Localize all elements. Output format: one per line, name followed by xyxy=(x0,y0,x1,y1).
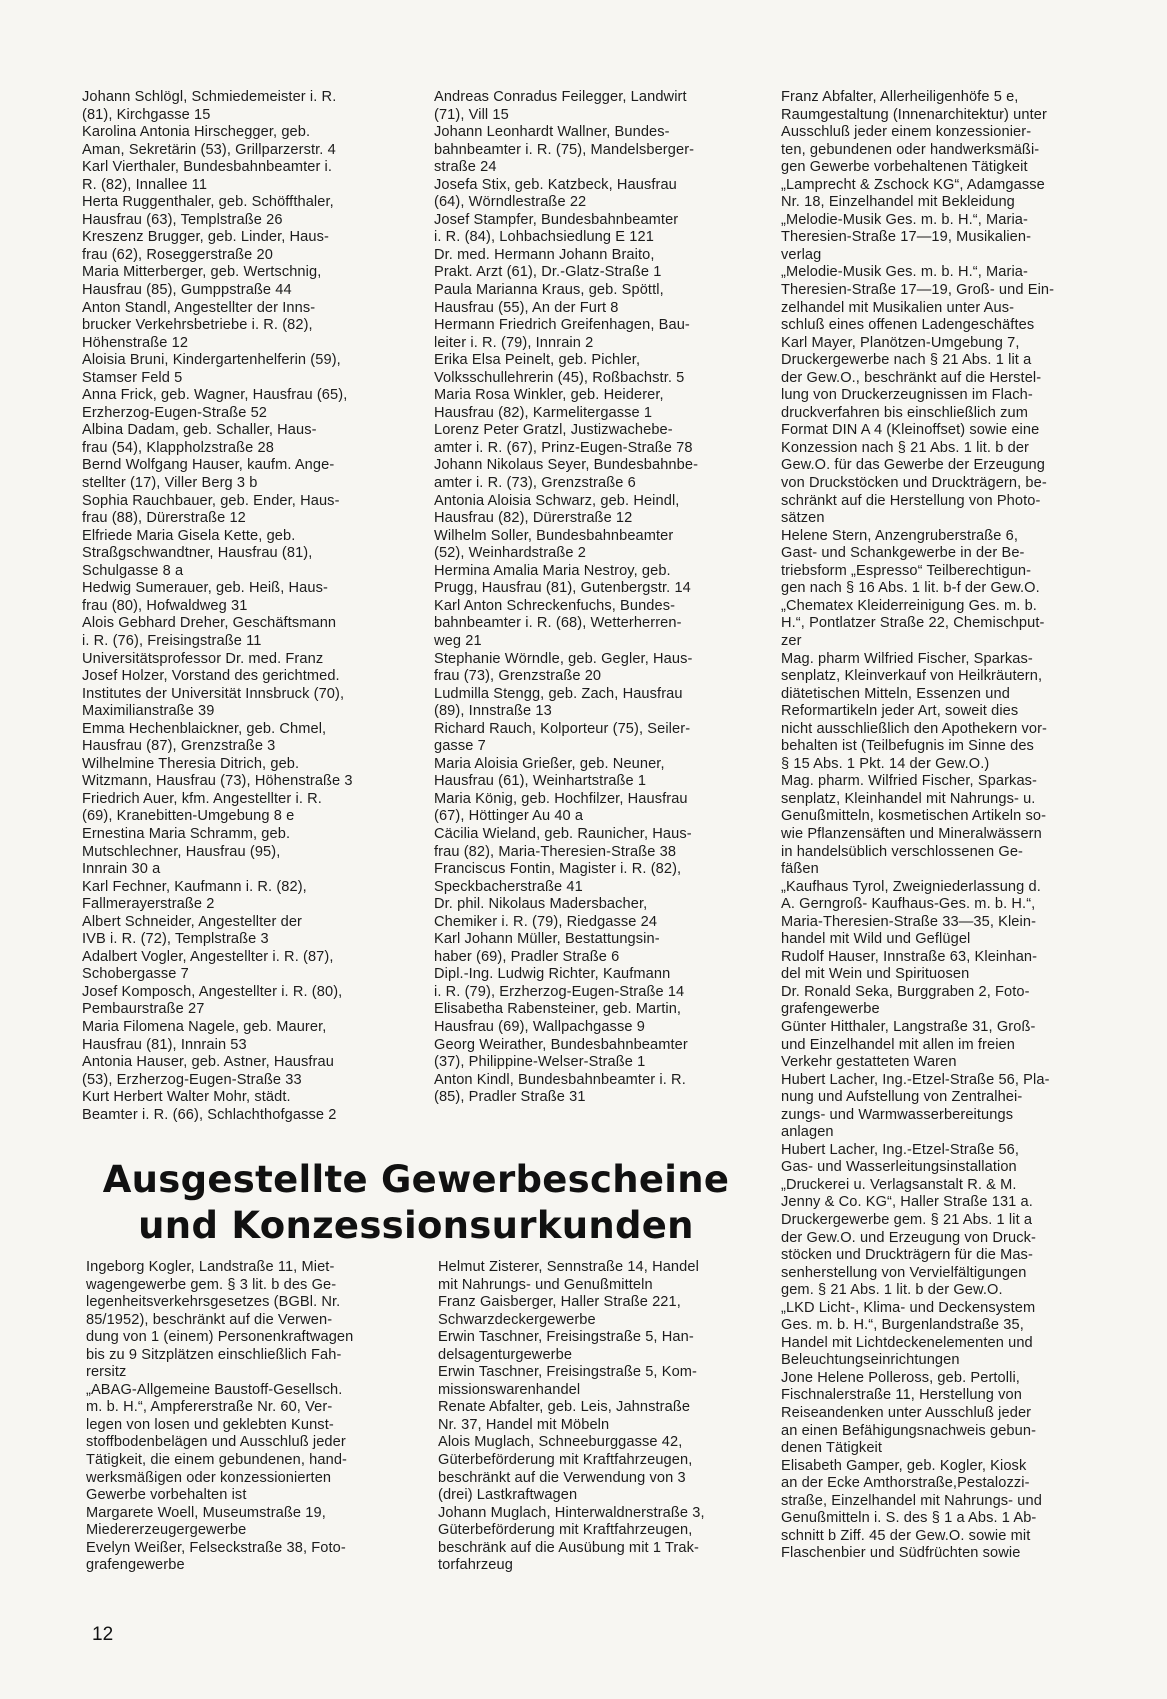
text-line: grafengewerbe xyxy=(86,1557,185,1574)
text-line: Theresien-Straße 17—19, Musikalien- xyxy=(781,229,1032,246)
text-line: Richard Rauch, Kolporteur (75), Seiler- xyxy=(434,720,691,737)
text-line: Ludmilla Stengg, geb. Zach, Hausfrau xyxy=(434,685,683,702)
text-line: zer xyxy=(781,632,802,649)
text-line: gasse 7 xyxy=(434,738,486,755)
text-line: Hubert Lacher, Ing.-Etzel-Straße 56, Pla- xyxy=(781,1071,1050,1088)
text-line: Franz Gaisberger, Haller Straße 221, xyxy=(438,1294,681,1311)
text-line: beschränkt auf die Verwendung von 3 xyxy=(438,1469,686,1486)
text-line: „Druckerei u. Verlagsanstalt R. & M. xyxy=(781,1176,1017,1193)
text-line: Josef Komposch, Angestellter i. R. (80), xyxy=(82,983,343,1000)
text-line: Universitätsprofessor Dr. med. Franz xyxy=(82,650,324,667)
text-line: (71), Vill 15 xyxy=(434,106,509,123)
text-line: Lorenz Peter Gratzl, Justizwachebe- xyxy=(434,422,673,439)
text-line: Gew.O. für das Gewerbe der Erzeugung xyxy=(781,457,1045,474)
text-line: Renate Abfalter, geb. Leis, Jahnstraße xyxy=(438,1399,691,1416)
text-line: amter i. R. (73), Grenzstraße 6 xyxy=(434,475,636,492)
text-line: Hausfrau (63), Templstraße 26 xyxy=(82,211,283,228)
text-line: haber (69), Pradler Straße 6 xyxy=(434,948,620,965)
text-line: Mag. pharm Wilfried Fischer, Sparkas- xyxy=(781,650,1033,667)
text-line: (53), Erzherzog-Eugen-Straße 33 xyxy=(82,1071,302,1088)
text-line: del mit Wein und Spirituosen xyxy=(781,966,970,983)
text-line: Kurt Herbert Walter Mohr, städt. xyxy=(82,1089,291,1106)
text-line: Evelyn Weißer, Felseckstraße 38, Foto- xyxy=(86,1539,346,1556)
text-line: (67), Höttinger Au 40 a xyxy=(434,808,584,825)
text-line: Nr. 18, Einzelhandel mit Bekleidung xyxy=(781,194,1015,211)
text-line: Maria Aloisia Grießer, geb. Neuner, xyxy=(434,755,665,772)
text-line: Erwin Taschner, Freisingstraße 5, Kom- xyxy=(438,1364,698,1381)
text-line: Ernestina Maria Schramm, geb. xyxy=(82,825,291,842)
text-line: Karl Fechner, Kaufmann i. R. (82), xyxy=(82,878,307,895)
text-line: Handel mit Lichtdeckenelementen und xyxy=(781,1334,1033,1351)
text-line: Prakt. Arzt (61), Dr.-Glatz-Straße 1 xyxy=(434,264,662,281)
text-line: Pembaurstraße 27 xyxy=(82,1001,205,1018)
text-line: Hausfrau (81), Innrain 53 xyxy=(82,1036,247,1053)
section-heading-line-2: und Konzessionsurkunden xyxy=(138,1204,694,1247)
text-line: Reformartikeln jeder Art, soweit dies xyxy=(781,703,1019,720)
text-line: ten, gebundenen oder handwerksmäßi- xyxy=(781,141,1040,158)
text-line: A. Gerngroß- Kaufhaus-Ges. m. b. H.“, xyxy=(781,896,1036,913)
text-line: Hausfrau (55), An der Furt 8 xyxy=(434,299,619,316)
text-line: Hausfrau (87), Grenzstraße 3 xyxy=(82,738,276,755)
text-line: Chemiker i. R. (79), Riedgasse 24 xyxy=(434,913,658,930)
text-line: weg 21 xyxy=(434,632,482,649)
text-line: Rudolf Hauser, Innstraße 63, Kleinhan- xyxy=(781,948,1038,965)
text-line: Hermina Amalia Maria Nestroy, geb. xyxy=(434,562,671,579)
text-line: Jone Helene Polleross, geb. Pertolli, xyxy=(781,1369,1020,1386)
text-line: an einen Befähigungsnachweis gebun- xyxy=(781,1422,1037,1439)
text-line: bahnbeamter i. R. (68), Wetterherren- xyxy=(434,615,682,632)
text-line: Maria-Theresien-Straße 33—35, Klein- xyxy=(781,913,1037,930)
text-line: der Gew.O., beschränkt auf die Herstel- xyxy=(781,369,1042,386)
text-line: Hausfrau (85), Gumppstraße 44 xyxy=(82,282,292,299)
text-line: Aloisia Bruni, Kindergartenhelferin (59), xyxy=(82,352,341,369)
text-line: H.“, Pontlatzer Straße 22, Chemischput- xyxy=(781,615,1045,632)
text-line: in handelsüblich verschlossenen Ge- xyxy=(781,843,1024,860)
text-line: Innrain 30 a xyxy=(82,861,161,878)
text-line: delsagenturgewerbe xyxy=(438,1346,573,1363)
text-line: triebsform „Espresso“ Teilberechtigun- xyxy=(781,562,1032,579)
text-line: Alois Muglach, Schneeburggasse 42, xyxy=(438,1434,683,1451)
text-line: Erwin Taschner, Freisingstraße 5, Han- xyxy=(438,1329,694,1346)
text-line: Reiseandenken unter Ausschluß jeder xyxy=(781,1405,1032,1422)
text-line: Adalbert Vogler, Angestellter i. R. (87), xyxy=(82,948,334,965)
text-line: (69), Kranebitten-Umgebung 8 e xyxy=(82,808,295,825)
text-line: Miedererzeugergewerbe xyxy=(86,1522,247,1539)
text-line: Anton Kindl, Bundesbahnbeamter i. R. xyxy=(434,1071,686,1088)
text-line: Theresien-Straße 17—19, Groß- und Ein- xyxy=(781,282,1055,299)
text-line: Prugg, Hausfrau (81), Gutenbergstr. 14 xyxy=(434,580,691,597)
text-line: Antonia Aloisia Schwarz, geb. Heindl, xyxy=(434,492,680,509)
text-line: Tätigkeit, die einem gebundenen, hand- xyxy=(86,1452,347,1469)
text-line: Stamser Feld 5 xyxy=(82,369,183,386)
text-line: frau (88), Dürerstraße 12 xyxy=(82,510,246,527)
text-line: Hausfrau (82), Karmelitergasse 1 xyxy=(434,404,653,421)
text-line: Druckergewerbe nach § 21 Abs. 1 lit a xyxy=(781,352,1032,369)
text-line: zelhandel mit Musikalien unter Aus- xyxy=(781,299,1015,316)
text-line: Albert Schneider, Angestellter der xyxy=(82,913,303,930)
text-line: Fallmerayerstraße 2 xyxy=(82,896,215,913)
text-line: gen nach § 16 Abs. 1 lit. b-f der Gew.O. xyxy=(781,580,1040,597)
text-line: Franz Abfalter, Allerheiligenhöfe 5 e, xyxy=(781,89,1019,105)
text-line: Güterbeförderung mit Kraftfahrzeugen, xyxy=(438,1452,693,1469)
text-line: „Lamprecht & Zschock KG“, Adamgasse xyxy=(781,176,1045,193)
text-line: und Einzelhandel mit allen im freien xyxy=(781,1036,1015,1053)
text-line: beschränk auf die Ausübung mit 1 Trak- xyxy=(438,1539,699,1556)
text-line: Verkehr gestatteten Waren xyxy=(781,1054,957,1071)
text-line: Beleuchtungseinrichtungen xyxy=(781,1352,960,1369)
text-line: Maria Rosa Winkler, geb. Heiderer, xyxy=(434,387,664,404)
text-line: Fischnalerstraße 11, Herstellung von xyxy=(781,1387,1022,1404)
text-line: Genußmitteln, kosmetischen Artikeln so- xyxy=(781,808,1047,825)
text-line: Karl Anton Schreckenfuchs, Bundes- xyxy=(434,597,676,614)
text-line: bahnbeamter i. R. (75), Mandelsberger- xyxy=(434,141,695,158)
text-line: i. R. (76), Freisingstraße 11 xyxy=(82,632,262,649)
text-line: an der Ecke Amthorstraße,Pestalozzi- xyxy=(781,1475,1030,1492)
text-line: Jenny & Co. KG“, Haller Straße 131 a. xyxy=(781,1194,1033,1211)
text-line: der Gew.O. und Erzeugung von Druck- xyxy=(781,1229,1036,1246)
text-line: Hausfrau (69), Wallpachgasse 9 xyxy=(434,1018,645,1035)
text-line: Karl Mayer, Planötzen-Umgebung 7, xyxy=(781,334,1020,351)
lower-middle-column xyxy=(438,1259,705,1575)
text-line: behalten ist (Teilbefugnis im Sinne des xyxy=(781,738,1034,755)
text-line: Gas- und Wasserleitungsinstallation xyxy=(781,1159,1017,1176)
text-line: nung und Aufstellung von Zentralhei- xyxy=(781,1089,1023,1106)
text-line: Günter Hitthaler, Langstraße 31, Groß- xyxy=(781,1018,1036,1035)
text-line: Karl Vierthaler, Bundesbahnbeamter i. xyxy=(82,159,333,176)
text-line: Speckbacherstraße 41 xyxy=(434,878,583,895)
text-line: Emma Hechenblaickner, geb. Chmel, xyxy=(82,720,327,737)
text-line: „Melodie-Musik Ges. m. b. H.“, Maria- xyxy=(781,211,1028,228)
text-line: Ges. m. b. H.“, Burgenlandstraße 35, xyxy=(781,1317,1024,1334)
text-line: Kreszenz Brugger, geb. Linder, Haus- xyxy=(82,229,329,246)
text-line: (52), Weinhardstraße 2 xyxy=(434,545,586,562)
text-line: Johann Nikolaus Seyer, Bundesbahnbe- xyxy=(434,457,699,474)
text-line: Elisabeth Gamper, geb. Kogler, Kiosk xyxy=(781,1457,1027,1474)
text-line: Johann Schlögl, Schmiedemeister i. R. xyxy=(82,89,337,105)
text-line: lung von Druckerzeugnissen im Flach- xyxy=(781,387,1033,404)
text-line: werksmäßigen oder konzessionierten xyxy=(86,1469,332,1486)
text-line: anlagen xyxy=(781,1124,834,1141)
text-line: Friedrich Auer, kfm. Angestellter i. R. xyxy=(82,790,322,807)
text-line: Genußmitteln i. S. des § 1 a Abs. 1 Ab- xyxy=(781,1510,1037,1527)
text-line: Johann Muglach, Hinterwaldnerstraße 3, xyxy=(438,1504,705,1521)
text-line: Gewerbe vorbehalten ist xyxy=(86,1487,247,1504)
text-line: Herta Ruggenthaler, geb. Schöffthaler, xyxy=(82,194,334,211)
text-line: Antonia Hauser, geb. Astner, Hausfrau xyxy=(82,1054,334,1071)
text-line: Karl Johann Müller, Bestattungsin- xyxy=(434,931,660,948)
text-line: Stephanie Wörndle, geb. Gegler, Haus- xyxy=(434,650,693,667)
text-line: (37), Philippine-Welser-Straße 1 xyxy=(434,1054,646,1071)
text-line: frau (73), Grenzstraße 20 xyxy=(434,668,602,685)
text-line: (81), Kirchgasse 15 xyxy=(82,106,211,123)
text-line: rersitz xyxy=(86,1364,127,1381)
text-line: Dr. Ronald Seka, Burggraben 2, Foto- xyxy=(781,983,1030,1000)
text-line: „Chematex Kleiderreinigung Ges. m. b. xyxy=(781,597,1037,614)
text-line: Helene Stern, Anzengruberstraße 6, xyxy=(781,527,1019,544)
text-line: Raumgestaltung (Innenarchitektur) unter xyxy=(781,106,1047,123)
text-line: Schulgasse 8 a xyxy=(82,562,184,579)
text-line: Ausschluß jeder einem konzessionier- xyxy=(781,124,1032,141)
text-line: Güterbeförderung mit Kraftfahrzeugen, xyxy=(438,1522,693,1539)
text-line: brucker Verkehrsbetriebe i. R. (82), xyxy=(82,317,313,334)
text-line: Hermann Friedrich Greifenhagen, Bau- xyxy=(434,317,690,334)
text-line: Johann Leonhardt Wallner, Bundes- xyxy=(434,124,670,141)
text-line: nicht ausschließlich den Apothekern vor- xyxy=(781,720,1048,737)
text-line: Josef Stampfer, Bundesbahnbeamter xyxy=(434,211,679,228)
text-line: straße, Einzelhandel mit Nahrungs- und xyxy=(781,1492,1042,1509)
text-line: torfahrzeug xyxy=(438,1557,513,1574)
middle-column xyxy=(434,89,698,1107)
text-line: Anna Frick, geb. Wagner, Hausfrau (65), xyxy=(82,387,348,404)
text-line: Witzmann, Hausfrau (73), Höhenstraße 3 xyxy=(82,773,353,790)
text-line: „Melodie-Musik Ges. m. b. H.“, Maria- xyxy=(781,264,1028,281)
text-line: Margarete Woell, Museumstraße 19, xyxy=(86,1504,326,1521)
text-line: „LKD Licht-, Klima- und Deckensystem xyxy=(781,1299,1036,1316)
text-line: wagengewerbe gem. § 3 lit. b des Ge- xyxy=(86,1276,337,1293)
text-line: gem. § 21 Abs. 1 lit. b der Gew.O. xyxy=(781,1282,1003,1299)
text-line: Wilhelm Soller, Bundesbahnbeamter xyxy=(434,527,674,544)
lower-left-column xyxy=(86,1259,353,1575)
text-line: Mutschlechner, Hausfrau (95), xyxy=(82,843,281,860)
text-line: stoffbodenbelägen und Ausschluß jeder xyxy=(86,1434,346,1451)
text-line: Hausfrau (82), Dürerstraße 12 xyxy=(434,510,633,527)
text-line: Elisabetha Rabensteiner, geb. Martin, xyxy=(434,1001,682,1018)
text-line: Hubert Lacher, Ing.-Etzel-Straße 56, xyxy=(781,1141,1020,1158)
text-line: von Druckstöcken und Druckträgern, be- xyxy=(781,475,1047,492)
text-line: Sophia Rauchbauer, geb. Ender, Haus- xyxy=(82,492,340,509)
text-line: Format DIN A 4 (Kleinoffset) sowie eine xyxy=(781,422,1040,439)
text-line: Volksschullehrerin (45), Roßbachstr. 5 xyxy=(434,369,685,386)
text-line: Anton Standl, Angestellter der Inns- xyxy=(82,299,316,316)
text-line: R. (82), Innallee 11 xyxy=(82,176,208,193)
text-line: legen von losen und geklebten Kunst- xyxy=(86,1416,334,1433)
text-line: Maria Filomena Nagele, geb. Maurer, xyxy=(82,1018,327,1035)
text-line: frau (82), Maria-Theresien-Straße 38 xyxy=(434,843,677,860)
text-line: denen Tätigkeit xyxy=(781,1440,883,1457)
text-line: Paula Marianna Kraus, geb. Spöttl, xyxy=(434,282,664,299)
text-line: m. b. H.“, Ampfererstraße Nr. 60, Ver- xyxy=(86,1399,333,1416)
text-line: Wilhelmine Theresia Ditrich, geb. xyxy=(82,755,300,772)
text-line: Erzherzog-Eugen-Straße 52 xyxy=(82,404,268,421)
text-line: stöcken und Druckträgern für die Mas- xyxy=(781,1247,1033,1264)
text-line: diätetischen Mitteln, Essenzen und xyxy=(781,685,1010,702)
text-line: § 15 Abs. 1 Pkt. 14 der Gew.O.) xyxy=(781,755,990,772)
text-line: Mag. pharm. Wilfried Fischer, Sparkas- xyxy=(781,773,1038,790)
text-line: Josef Holzer, Vorstand des gerichtmed. xyxy=(82,668,340,685)
text-line: IVB i. R. (72), Templstraße 3 xyxy=(82,931,269,948)
text-line: Josefa Stix, geb. Katzbeck, Hausfrau xyxy=(434,176,677,193)
text-line: Dr. phil. Nikolaus Madersbacher, xyxy=(434,896,648,913)
text-line: Andreas Conradus Feilegger, Landwirt xyxy=(434,89,687,105)
text-line: Konzession nach § 21 Abs. 1 lit. b der xyxy=(781,439,1029,456)
page-number: 12 xyxy=(92,1624,114,1645)
text-line: stellter (17), Viller Berg 3 b xyxy=(82,475,258,492)
text-line: sätzen xyxy=(781,510,825,527)
text-line: (drei) Lastkraftwagen xyxy=(438,1487,578,1504)
text-line: Beamter i. R. (66), Schlachthofgasse 2 xyxy=(82,1106,337,1123)
text-line: Georg Weirather, Bundesbahnbeamter xyxy=(434,1036,688,1053)
text-line: Dr. med. Hermann Johann Braito, xyxy=(434,246,655,263)
text-line: „ABAG-Allgemeine Baustoff-Gesellsch. xyxy=(86,1381,343,1398)
text-line: senherstellung von Vervielfältigungen xyxy=(781,1264,1027,1281)
text-line: amter i. R. (67), Prinz-Eugen-Straße 78 xyxy=(434,439,693,456)
text-line: straße 24 xyxy=(434,159,497,176)
text-line: i. R. (79), Erzherzog-Eugen-Straße 14 xyxy=(434,983,685,1000)
text-line: Druckergewerbe gem. § 21 Abs. 1 lit a xyxy=(781,1212,1033,1228)
text-line: bis zu 9 Sitzplätzen einschließlich Fah- xyxy=(86,1346,342,1363)
text-line: Flaschenbier und Südfrüchten sowie xyxy=(781,1545,1021,1562)
text-line: frau (62), Roseggerstraße 20 xyxy=(82,246,273,263)
text-line: Schwarzdeckergewerbe xyxy=(438,1311,596,1328)
text-line: legenheitsverkehrsgesetzes (BGBl. Nr. xyxy=(86,1294,341,1311)
text-line: leiter i. R. (79), Innrain 2 xyxy=(434,334,594,351)
text-line: Straßgschwandtner, Hausfrau (81), xyxy=(82,545,313,562)
right-column xyxy=(781,89,1054,1563)
text-line: schnitt b Ziff. 45 der Gew.O. sowie mit xyxy=(781,1527,1031,1544)
text-line: 85/1952), beschränkt auf die Verwen- xyxy=(86,1311,333,1328)
text-line: Franciscus Fontin, Magister i. R. (82), xyxy=(434,861,682,878)
text-line: Elfriede Maria Gisela Kette, geb. xyxy=(82,527,296,544)
text-line: verlag xyxy=(781,246,822,263)
text-line: Cäcilia Wieland, geb. Raunicher, Haus- xyxy=(434,825,692,842)
text-line: schränkt auf die Herstellung von Photo- xyxy=(781,492,1041,509)
text-line: Höhenstraße 12 xyxy=(82,334,189,351)
text-line: fäßen xyxy=(781,861,819,878)
text-line: wie Pflanzensäften und Mineralwässern xyxy=(781,825,1042,842)
text-line: Helmut Zisterer, Sennstraße 14, Handel xyxy=(438,1259,699,1275)
text-line: senplatz, Kleinhandel mit Nahrungs- u. xyxy=(781,790,1036,807)
section-heading-line-1: Ausgestellte Gewerbescheine xyxy=(102,1158,730,1201)
text-line: frau (80), Hofwaldweg 31 xyxy=(82,597,248,614)
text-line: Gast- und Schankgewerbe in der Be- xyxy=(781,545,1025,562)
text-line: zungs- und Warmwasserbereitungs xyxy=(781,1106,1014,1123)
text-line: „Kaufhaus Tyrol, Zweigniederlassung d. xyxy=(781,878,1041,895)
text-line: Schobergasse 7 xyxy=(82,966,189,983)
text-line: Dipl.-Ing. Ludwig Richter, Kaufmann xyxy=(434,966,671,983)
text-line: Karolina Antonia Hirschegger, geb. xyxy=(82,124,311,141)
text-line: dung von 1 (einem) Personenkraftwagen xyxy=(86,1329,354,1346)
text-line: (64), Wörndlestraße 22 xyxy=(434,194,587,211)
text-line: Alois Gebhard Dreher, Geschäftsmann xyxy=(82,615,337,632)
text-line: druckverfahren bis einschließlich zum xyxy=(781,404,1029,421)
text-line: grafengewerbe xyxy=(781,1001,880,1018)
text-line: Hedwig Sumerauer, geb. Heiß, Haus- xyxy=(82,580,328,597)
text-line: Maximilianstraße 39 xyxy=(82,703,215,720)
text-line: schluß eines offenen Ladengeschäftes xyxy=(781,317,1035,334)
text-line: mit Nahrungs- und Genußmitteln xyxy=(438,1276,653,1293)
text-line: Nr. 37, Handel mit Möbeln xyxy=(438,1416,610,1433)
text-line: Institutes der Universität Innsbruck (70), xyxy=(82,685,345,702)
text-line: gen Gewerbe vorbehaltenen Tätigkeit xyxy=(781,159,1028,176)
text-line: Ingeborg Kogler, Landstraße 11, Miet- xyxy=(86,1259,335,1275)
text-line: (85), Pradler Straße 31 xyxy=(434,1089,586,1106)
text-line: Hausfrau (61), Weinhartstraße 1 xyxy=(434,773,647,790)
text-line: Aman, Sekretärin (53), Grillparzerstr. 4 xyxy=(82,141,336,158)
left-column xyxy=(82,89,353,1124)
text-line: Erika Elsa Peinelt, geb. Pichler, xyxy=(434,352,641,369)
text-line: i. R. (84), Lohbachsiedlung E 121 xyxy=(434,229,654,246)
text-line: Maria Mitterberger, geb. Wertschnig, xyxy=(82,264,322,281)
text-line: Albina Dadam, geb. Schaller, Haus- xyxy=(82,422,317,439)
text-line: senplatz, Kleinverkauf von Heilkräutern, xyxy=(781,668,1043,685)
text-line: handel mit Wild und Geflügel xyxy=(781,931,971,948)
text-line: missionswarenhandel xyxy=(438,1381,581,1398)
text-line: Maria König, geb. Hochfilzer, Hausfrau xyxy=(434,790,688,807)
text-line: (89), Innstraße 13 xyxy=(434,703,552,720)
text-line: Bernd Wolfgang Hauser, kaufm. Ange- xyxy=(82,457,335,474)
text-line: frau (54), Klappholzstraße 28 xyxy=(82,439,274,456)
